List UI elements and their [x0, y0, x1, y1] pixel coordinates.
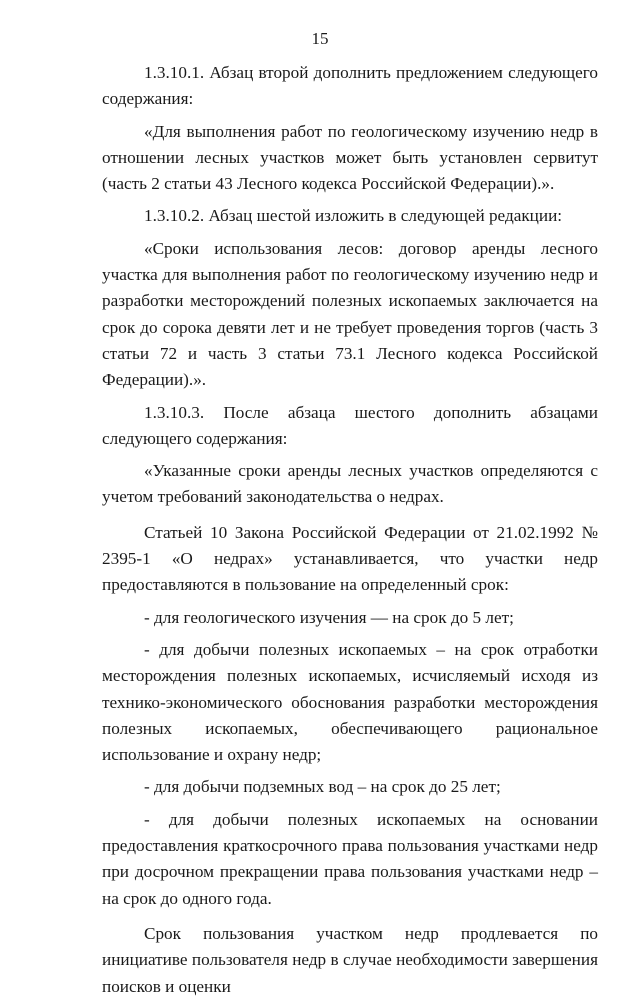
list-item-mineral-extraction: - для добычи полезных ископаемых – на срок отработки месторождения полезных ископаемых, исчисляемый исходя из технико-экономического обоснования разработки месторождения полезных ископаемых, обеспечивающего рациональное использование и охрану недр; — [102, 639, 598, 765]
list-item-groundwater: - для добычи подземных вод – на срок до 25 лет; — [144, 777, 501, 797]
paragraph-term-extension: Срок пользования участком недр продлевается по инициативе пользователя недр в случае необходимости завершения поисков и оценки — [102, 923, 598, 996]
document-body — [102, 60, 598, 1000]
paragraph-1-3-10-3: 1.3.10.3. После абзаца шестого дополнить абзацами следующего содержания: — [102, 402, 598, 448]
paragraph-servitude-quote: «Для выполнения работ по геологическому изучению недр в отношении лесных участков может быть установлен сервитут (часть 2 статьи 43 Лесного кодекса Российской Федерации).». — [102, 121, 598, 194]
paragraph-lease-terms-quote: «Сроки использования лесов: договор аренды лесного участка для выполнения работ по геологическому изучению недр и разработки месторождений полезных ископаемых заключается на срок до сорока девяти лет и не требует проведения торгов (часть 3 статьи 72 и часть 3 статьи 73.1 Лесного кодекса Российской Федерации).». — [102, 238, 598, 390]
list-item-geological-study: - для геологического изучения — на срок до 5 лет; — [144, 607, 514, 627]
list-item-short-term-right: - для добычи полезных ископаемых на основании предоставления краткосрочного права пользования участками недр при досрочном прекращении права пользования участками недр – на срок до одного года. — [102, 809, 598, 908]
paragraph-lease-terms-subsoil: «Указанные сроки аренды лесных участков определяются с учетом требований законодательства о недрах. — [102, 461, 598, 507]
page-number: 15 — [311, 29, 329, 48]
paragraph-1-3-10-1: 1.3.10.1. Абзац второй дополнить предложением следующего содержания: — [102, 63, 598, 109]
paragraph-1-3-10-2: 1.3.10.2. Абзац шестой изложить в следующей редакции: — [144, 206, 563, 226]
paragraph-law-article-10: Статьей 10 Закона Российской Федерации от 21.02.1992 № 2395-1 «О недрах» устанавливается, что участки недр предоставляются в пользование на определенный срок: — [102, 522, 598, 595]
